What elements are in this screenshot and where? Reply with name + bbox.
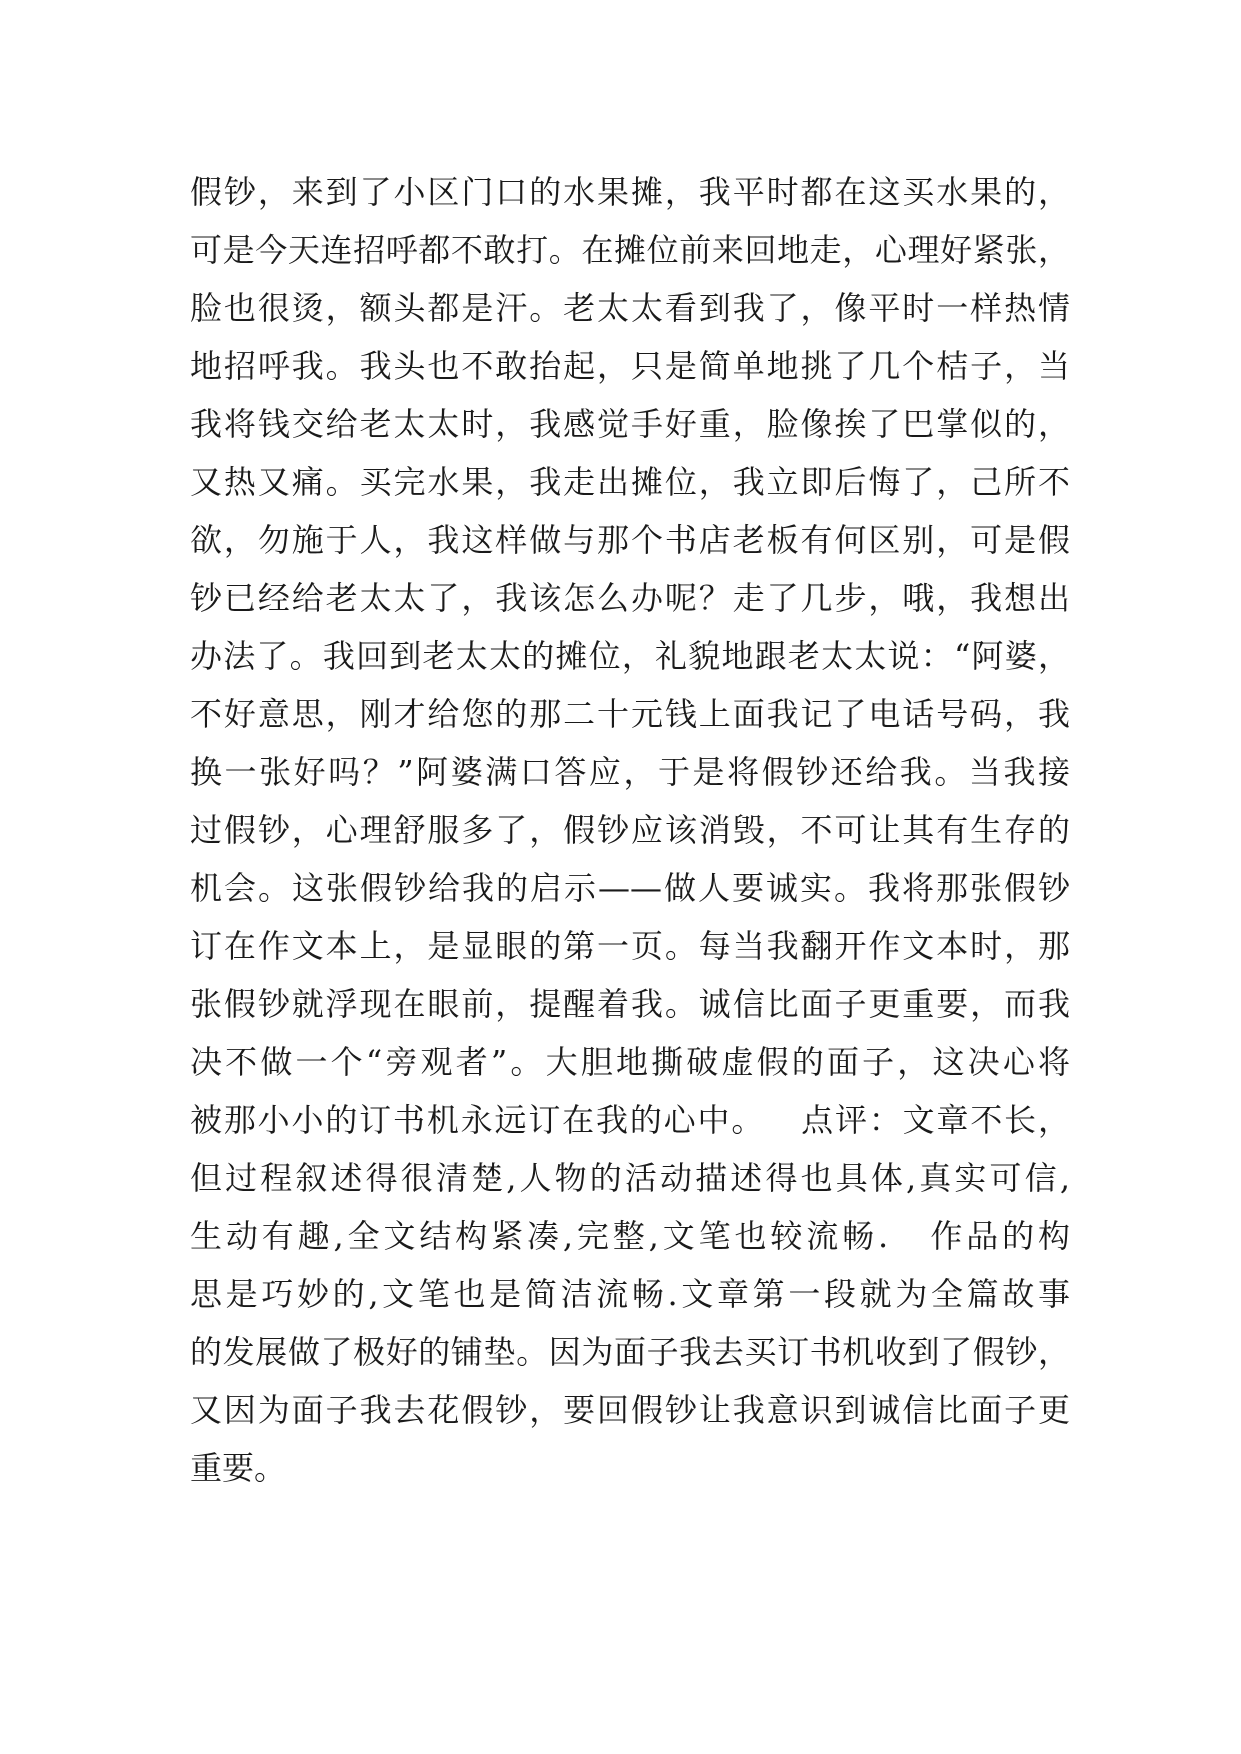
text-line: 脸也很烫，额头都是汗。老太太看到我了，像平时一样热情 xyxy=(190,289,1070,327)
text-line: 又热又痛。买完水果，我走出摊位，我立即后悔了，己所不 xyxy=(190,463,1070,501)
text-line: 生动有趣,全文结构紧凑,完整,文笔也较流畅. 作品的构 xyxy=(190,1217,1070,1255)
text-line: 又因为面子我去花假钞，要回假钞让我意识到诚信比面子更 xyxy=(190,1391,1070,1429)
text-line: 我将钱交给老太太时，我感觉手好重，脸像挨了巴掌似的， xyxy=(190,405,1070,443)
text-line: 机会。这张假钞给我的启示——做人要诚实。我将那张假钞 xyxy=(190,869,1070,907)
text-line: 决不做一个“旁观者”。大胆地撕破虚假的面子，这决心将 xyxy=(190,1043,1070,1081)
text-line: 订在作文本上，是显眼的第一页。每当我翻开作文本时，那 xyxy=(190,927,1070,965)
text-line: 过假钞，心理舒服多了，假钞应该消毁，不可让其有生存的 xyxy=(190,811,1070,849)
text-line: 办法了。我回到老太太的摊位，礼貌地跟老太太说：“阿婆， xyxy=(190,637,1070,675)
text-line: 可是今天连招呼都不敢打。在摊位前来回地走，心理好紧张， xyxy=(190,231,1070,269)
body-text xyxy=(190,163,1070,1497)
text-line: 欲，勿施于人，我这样做与那个书店老板有何区别，可是假 xyxy=(190,521,1070,559)
text-line: 假钞，来到了小区门口的水果摊，我平时都在这买水果的， xyxy=(190,173,1070,211)
text-line: 思是巧妙的,文笔也是简洁流畅.文章第一段就为全篇故事 xyxy=(190,1275,1070,1313)
text-line: 张假钞就浮现在眼前，提醒着我。诚信比面子更重要，而我 xyxy=(190,985,1070,1023)
text-line: 不好意思，刚才给您的那二十元钱上面我记了电话号码，我 xyxy=(190,695,1070,733)
text-line: 钞已经给老太太了，我该怎么办呢？走了几步，哦，我想出 xyxy=(190,579,1070,617)
text-line: 的发展做了极好的铺垫。因为面子我去买订书机收到了假钞， xyxy=(190,1333,1070,1371)
text-line: 被那小小的订书机永远订在我的心中。 点评：文章不长， xyxy=(190,1101,1070,1139)
text-line: 重要。 xyxy=(190,1449,287,1487)
text-line: 但过程叙述得很清楚,人物的活动描述得也具体,真实可信, xyxy=(190,1159,1070,1197)
text-line: 换一张好吗？”阿婆满口答应，于是将假钞还给我。当我接 xyxy=(190,753,1070,791)
text-line: 地招呼我。我头也不敢抬起，只是简单地挑了几个桔子，当 xyxy=(190,347,1070,385)
